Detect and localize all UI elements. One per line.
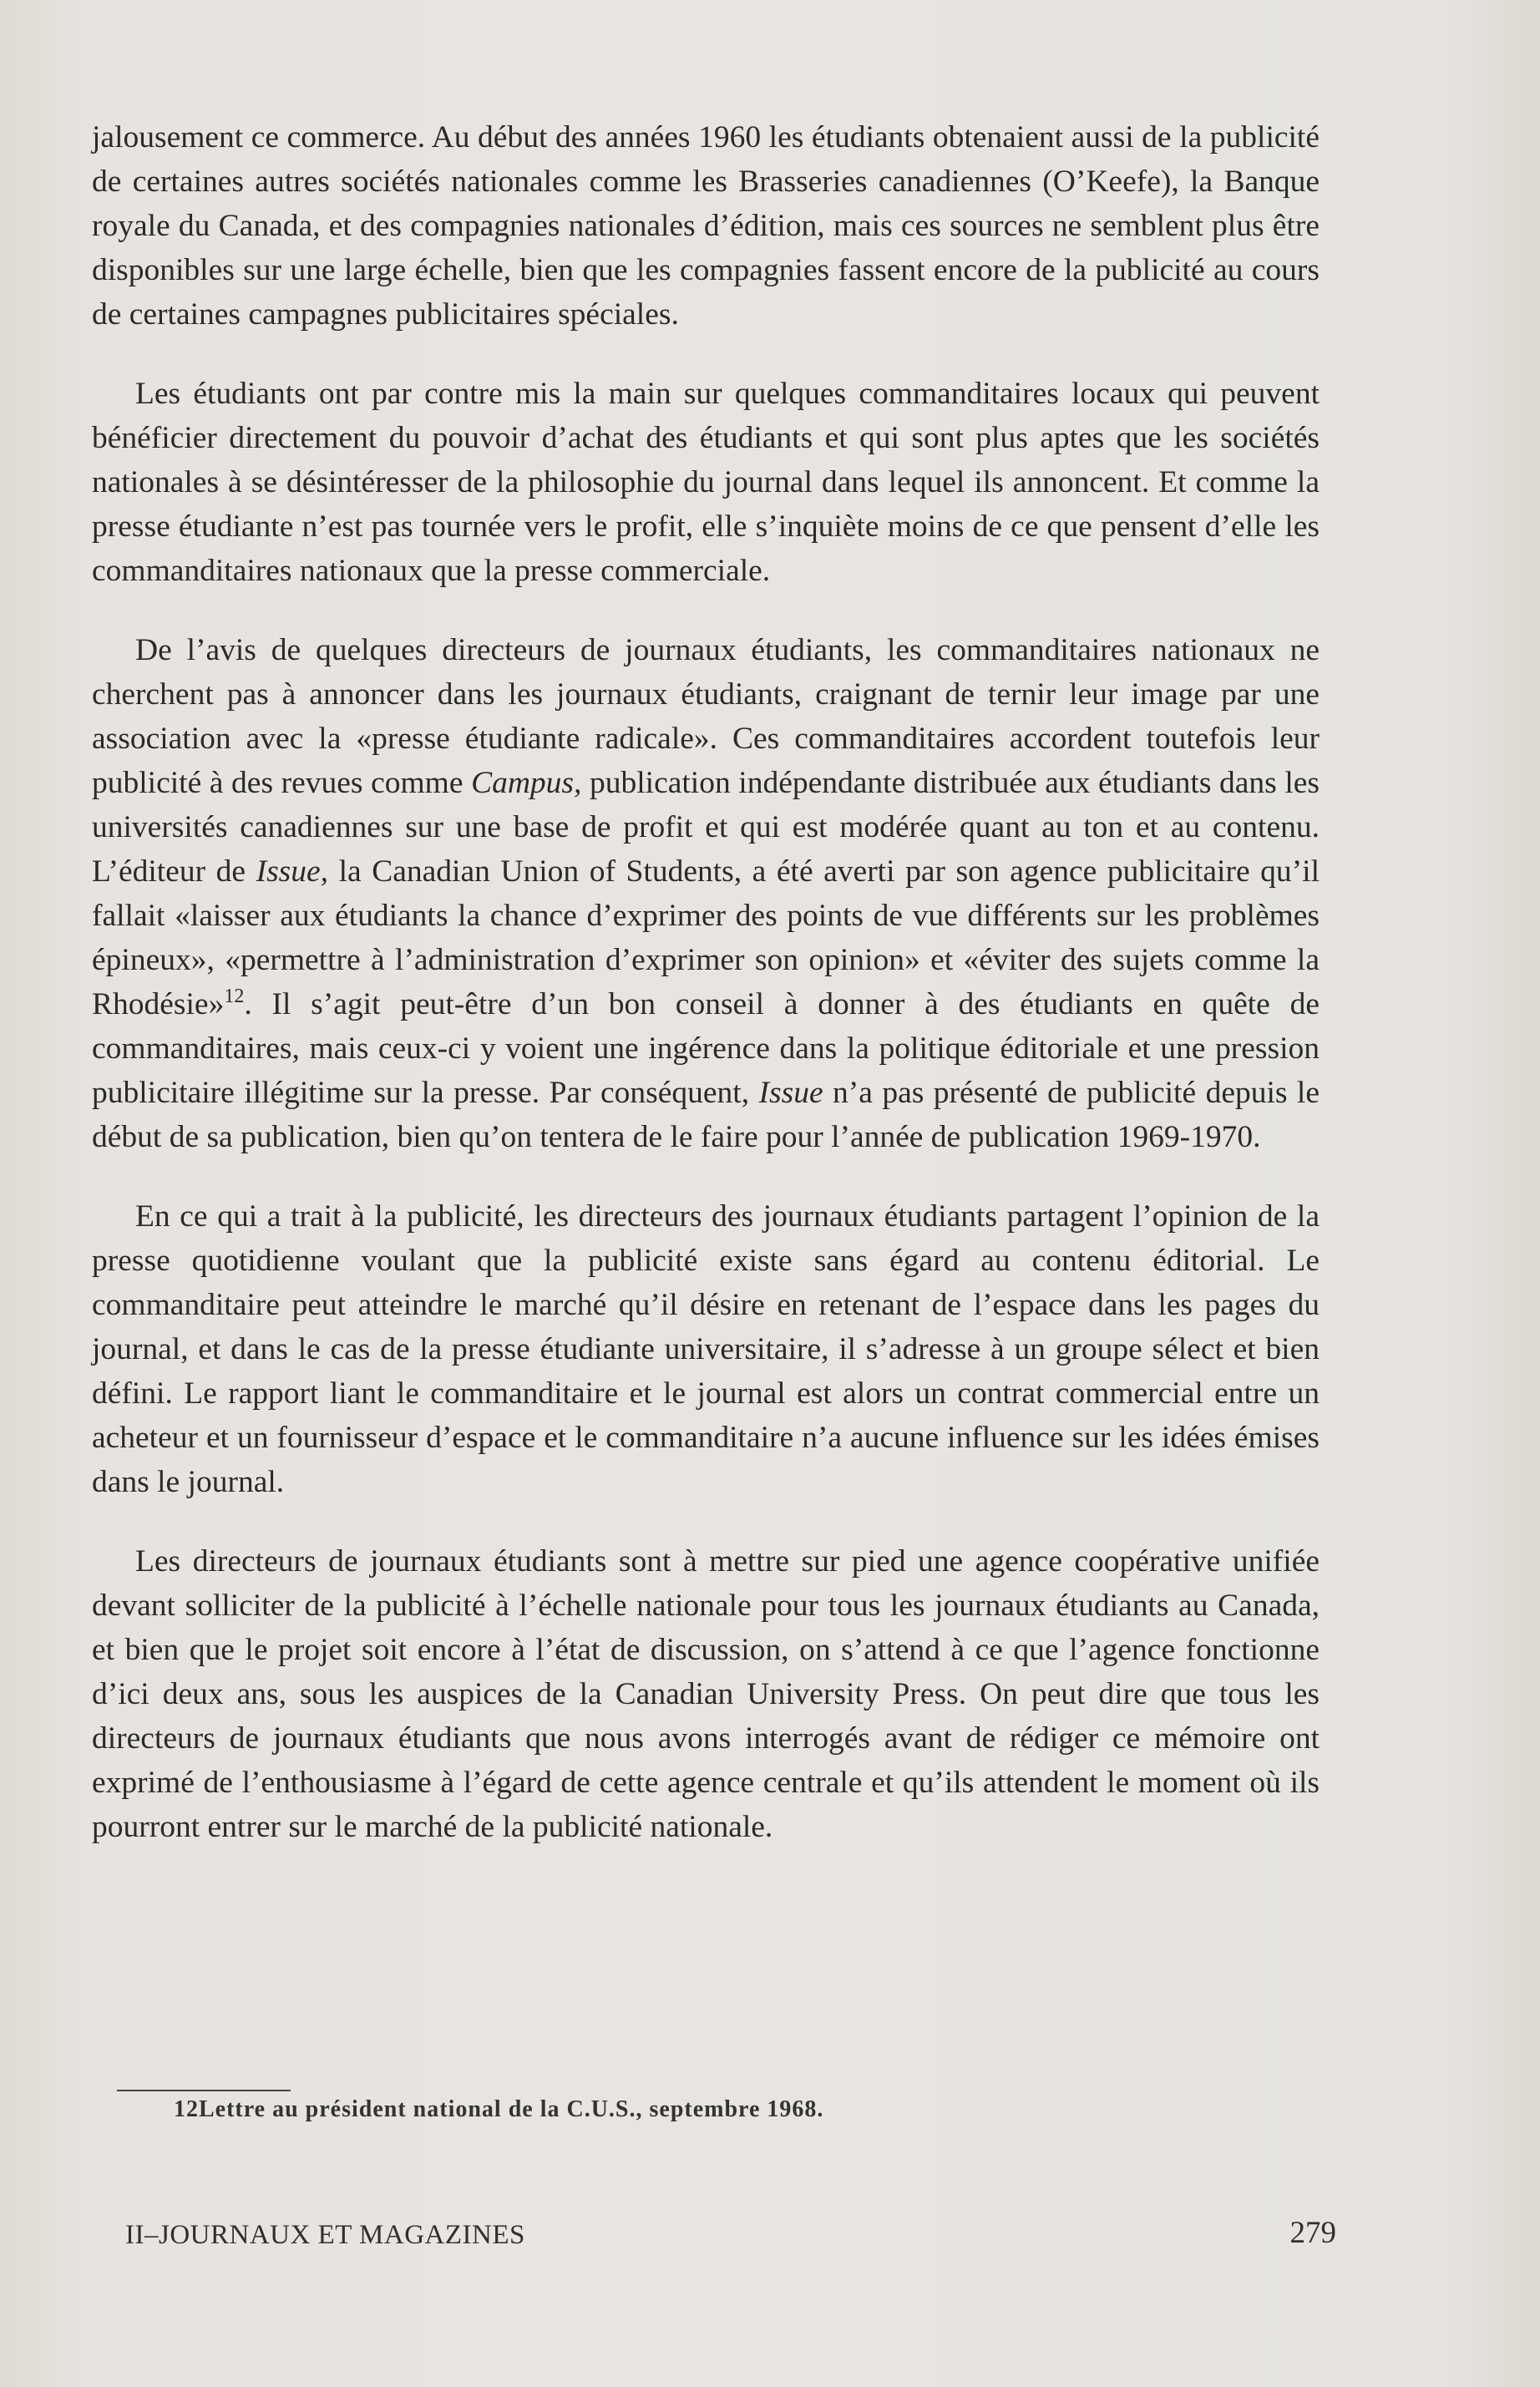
paragraph-5: Les directeurs de journaux étudiants sont à mettre sur pied une agence coopérative unifiée devant solliciter de la publicité à l’échelle nationale pour tous les journaux étudiants au Canada, et bien que le projet soit encore à l’état de discussion, on s’attend à ce que l’agence fonctionne d’ici deux ans, sous les auspices de la Canadian University Press. On peut dire que tous les directeurs de journaux étudiants que nous avons interrogés avant de rédiger ce mémoire ont exprimé de l’enthousiasme à l’égard de cette agence centrale et qu’ils attendent le moment où ils pourront entrer sur le marché de la publicité nationale. xyxy=(92,1544,1320,1844)
paragraph-3-text: De l’avis de quelques directeurs de journaux étudiants, les commanditaires nationaux ne cherchent pas à annoncer dans les journaux étudiants, craignant de ternir leur image par une association avec la «presse étudiante radicale». Ces commanditaires accordent toutefois leur publicité à des revues comme xyxy=(92,633,1320,800)
issue-title: Issue, xyxy=(256,854,329,889)
paragraph-3-text: publication indépendante distribuée aux étudiants dans les universités canadiennes sur une base de profit et qui est modérée quant au ton et au contenu. L’éditeur de xyxy=(92,766,1320,889)
paragraph-1: jalousement ce commerce. Au début des années 1960 les étudiants obtenaient aussi de la publicité de certaines autres sociétés nationales comme les Brasseries canadiennes (O’Keefe), la Banque royale du Canada, et des compagnies nationales d’édition, mais ces sources ne semblent plus être disponibles sur une large échelle, bien que les compagnies fassent encore de la publicité au cours de certaines campagnes publicitaires spéciales. xyxy=(92,120,1320,332)
footnote-text: Lettre au président national de la C.U.S., septembre 1968. xyxy=(199,2096,824,2122)
paragraph-3 xyxy=(92,628,1320,1159)
paragraph-4: En ce qui a trait à la publicité, les directeurs des journaux étudiants partagent l’opinion de la presse quotidienne voulant que la publicité existe sans égard au contenu éditorial. Le commanditaire peut atteindre le marché qu’il désire en retenant de l’espace dans les pages du journal, et dans le cas de la presse étudiante universitaire, il s’adresse à un groupe sélect et bien défini. Le rapport liant le commanditaire et le journal est alors un contrat commercial entre un acheteur et un fournisseur d’espace et le commanditaire n’a aucune influence sur les idées émises dans le journal. xyxy=(92,1199,1320,1499)
footnote-number: 12 xyxy=(174,2096,199,2122)
footnote-reference: 12 xyxy=(224,986,245,1007)
footnote xyxy=(174,2093,823,2126)
running-footer-section: II–JOURNAUX ET MAGAZINES xyxy=(125,2220,525,2250)
footnote-divider xyxy=(117,2090,291,2091)
campus-title: Campus, xyxy=(471,766,582,800)
paragraph-3-text: . Il s’agit peut-être d’un bon conseil à donner à des étudiants en quête de commanditaires, mais ceux-ci y voient une ingérence dans la politique éditoriale et une pression publicitaire illégitime sur la presse. Par conséquent, xyxy=(92,987,1320,1110)
paragraph-3-text: n’a pas présenté de publicité depuis le début de sa publication, bien qu’on tentera de le faire pour l’année de publication 1969-1970. xyxy=(92,1076,1320,1154)
paragraph-2: Les étudiants ont par contre mis la main sur quelques commanditaires locaux qui peuvent bénéficier directement du pouvoir d’achat des étudiants et qui sont plus aptes que les sociétés nationales à se désintéresser de la philosophie du journal dans lequel ils annoncent. Et comme la presse étudiante n’est pas tournée vers le profit, elle s’inquiète moins de ce que pensent d’elle les commanditaires nationaux que la presse commerciale. xyxy=(92,377,1320,588)
paragraph-3-text: la Canadian Union of Students, a été averti par son agence publicitaire qu’il fallait «laisser aux étudiants la chance d’exprimer des points de vue différents sur les problèmes épineux», «permettre à l’administration d’exprimer son opinion» et «éviter des sujets comme la Rhodésie» xyxy=(92,854,1320,1021)
issue-title: Issue xyxy=(758,1076,823,1110)
body-text xyxy=(92,115,1320,1849)
page-number: 279 xyxy=(1289,2216,1336,2250)
